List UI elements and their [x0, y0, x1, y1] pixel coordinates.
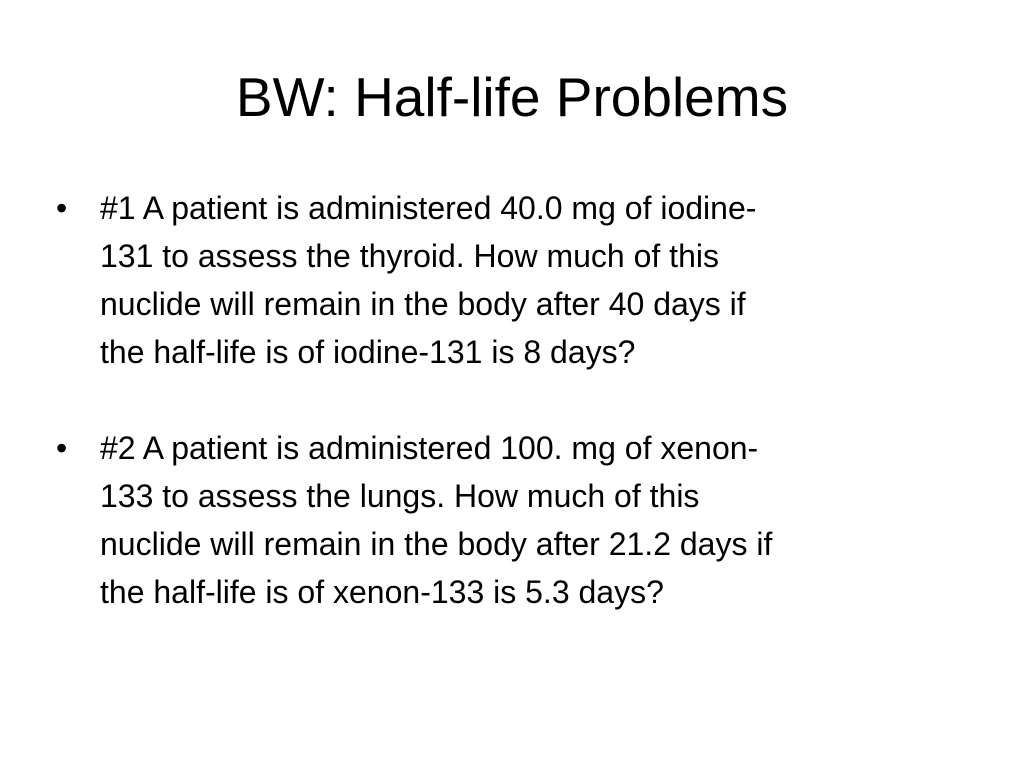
bullet-1-line-4: the half-life is of iodine-131 is 8 days? [100, 334, 636, 370]
bullet-2-line-1: #2 A patient is administered 100. mg of xenon- [100, 430, 759, 466]
bullet-list [56, 184, 956, 664]
bullet-1-line-2: 131 to assess the thyroid. How much of this [100, 238, 719, 274]
bullet-1-line-1: #1 A patient is administered 40.0 mg of iodine- [100, 190, 757, 226]
bullet-icon: • [56, 190, 68, 226]
bullet-item-2 [56, 424, 956, 616]
bullet-2-line-4: the half-life is of xenon-133 is 5.3 days? [100, 574, 664, 610]
slide-title: BW: Half-life Problems [235, 66, 789, 128]
bullet-icon: • [56, 430, 68, 466]
bullet-1-line-3: nuclide will remain in the body after 40 days if [100, 286, 746, 322]
bullet-2-line-2: 133 to assess the lungs. How much of this [100, 478, 700, 514]
bullet-2-line-3: nuclide will remain in the body after 21.2 days if [100, 526, 773, 562]
bullet-item-1 [56, 184, 956, 376]
